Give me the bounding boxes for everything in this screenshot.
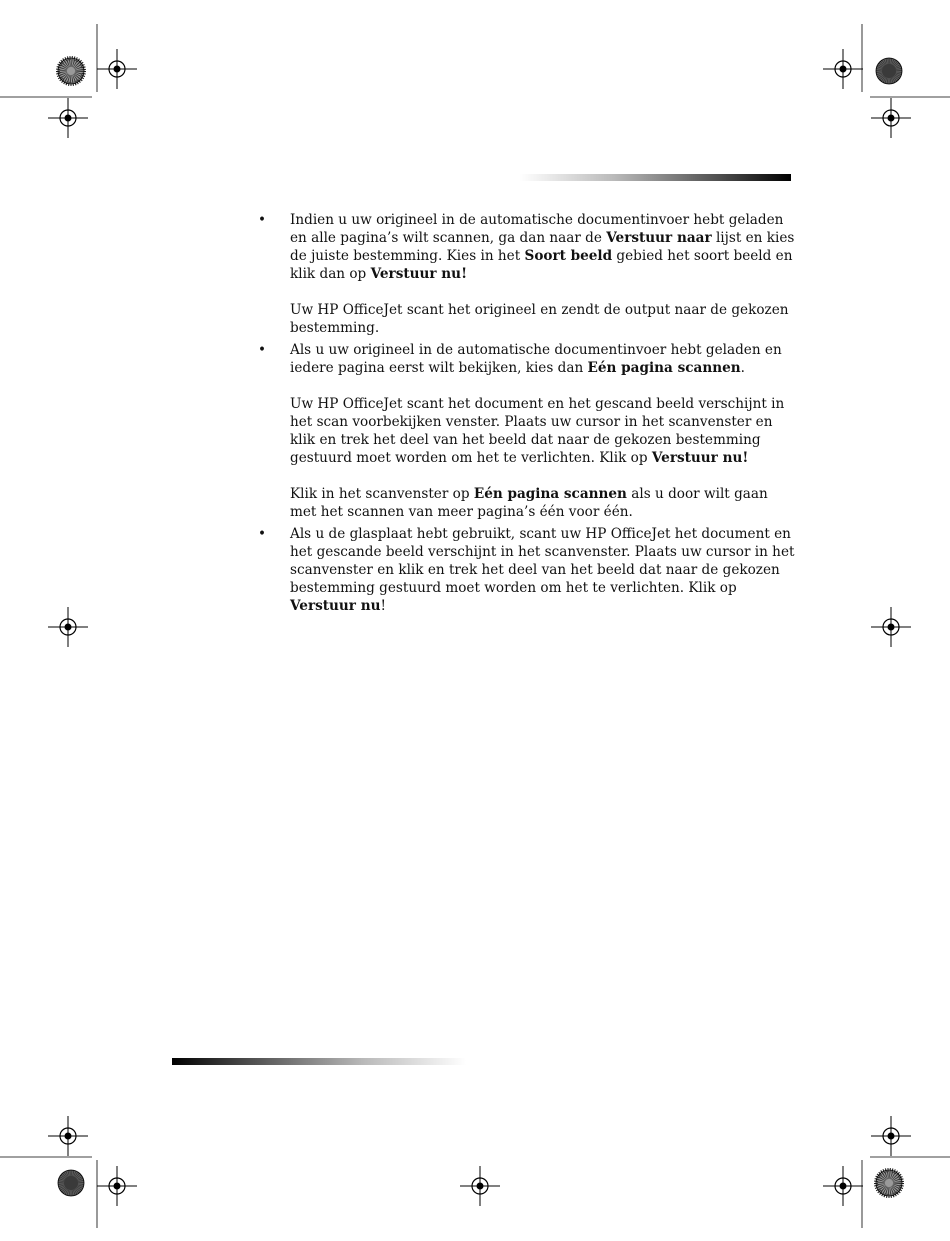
text-run: Als u uw origineel in de automatische documentinvoer hebt geladen en iedere pagina eerst wilt bekijken, kies dan xyxy=(290,342,782,376)
paragraph xyxy=(290,301,798,337)
bold-text: Soort beeld xyxy=(524,248,613,264)
text-run: Als u de glasplaat hebt gebruikt, scant uw HP OfficeJet het document en het gescande beeld verschijnt in het scanvenster. Plaats uw cursor in het scanvenster en klik en trek het deel van het beeld dat naar de gekozen bestemming gestuurd moet worden om het te verlichten. Klik op xyxy=(290,526,795,596)
bullet-icon: • xyxy=(258,212,267,228)
bold-text: Eén pagina scannen xyxy=(473,486,627,502)
footer-gradient-bar xyxy=(172,1058,466,1065)
paragraph xyxy=(290,395,798,467)
text-run: ! xyxy=(380,598,386,614)
text-run: lijst en kies de juiste bestemming. Kies in het xyxy=(290,230,795,264)
text-run: Uw HP OfficeJet scant het origineel en zendt de output naar de gekozen bestemming. xyxy=(290,302,789,336)
bold-text: Verstuur nu! xyxy=(651,450,749,466)
bullet-list xyxy=(258,211,798,619)
bold-text: Verstuur nu! xyxy=(370,266,468,282)
paragraph xyxy=(290,341,798,377)
text-run: als u door wilt gaan met het scannen van meer pagina’s één voor één. xyxy=(290,486,768,520)
bold-text: Verstuur naar xyxy=(606,230,712,246)
bullet-icon: • xyxy=(258,526,267,542)
text-run: Indien u uw origineel in de automatische documentinvoer hebt geladen en alle pagina’s wilt scannen, ga dan naar de xyxy=(290,212,784,246)
list-item xyxy=(258,525,798,615)
list-item xyxy=(258,211,798,337)
bold-text: Verstuur nu xyxy=(290,598,381,614)
bullet-icon: • xyxy=(258,342,267,358)
paragraph xyxy=(290,211,798,283)
text-run: Uw HP OfficeJet scant het document en het gescand beeld verschijnt in het scan voorbekijken venster. Plaats uw cursor in het scanvenster en klik en trek het deel van het beeld dat naar de gekozen bestemming gestuurd moet worden om het te verlichten. Klik op xyxy=(290,396,785,466)
text-run: . xyxy=(740,360,745,376)
text-run: Klik in het scanvenster op xyxy=(290,486,474,502)
paragraph xyxy=(290,485,798,521)
list-item xyxy=(258,341,798,521)
paragraph xyxy=(290,525,798,615)
text-run: gebied het soort beeld en klik dan op xyxy=(290,248,793,282)
bold-text: Eén pagina scannen xyxy=(587,360,741,376)
header-gradient-bar xyxy=(520,174,791,181)
